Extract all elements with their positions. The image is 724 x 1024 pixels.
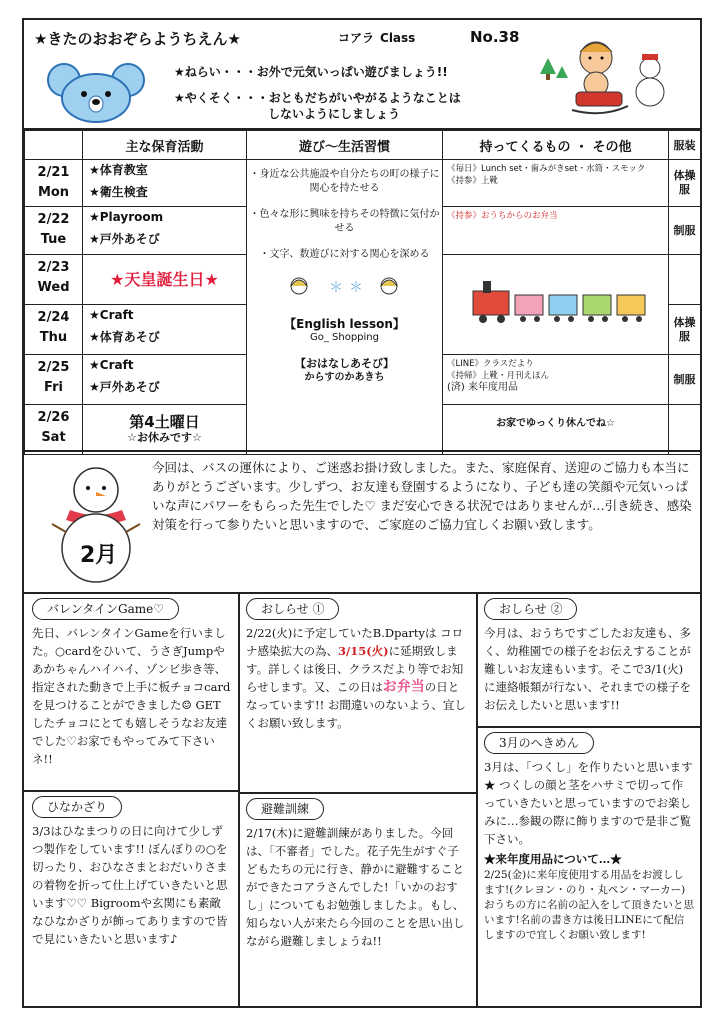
col-blank xyxy=(25,131,83,160)
march-title: 3月のへきめん xyxy=(484,732,594,754)
divider xyxy=(238,792,476,794)
fuku-wed xyxy=(669,255,701,305)
valentine-title: バレンタインGame♡ xyxy=(32,598,179,620)
school-name: ★きたのおおぞらようちえん★ xyxy=(34,30,241,48)
train-illustration-cell xyxy=(443,255,669,355)
date-cell: 2/24 Thu xyxy=(25,305,83,355)
valentine-text: 先日、バレンタインGameを行いました。○cardをひいて、うさぎJumpやあかちゃんハイハイ、ゾンビ歩き等、指定された動きで上手に板チョコcardを見つけることができました☺ GETしたチョコにとても嬉しそうなお友達でした♡お家でもやってみて下さいネ!! xyxy=(32,626,231,766)
english-lesson: 【English lesson】 xyxy=(284,317,405,331)
ohanashi: 【おはなしあそび】 xyxy=(295,357,394,370)
saturday-cell: 第4土曜日 ☆お休みです☆ xyxy=(83,405,247,455)
promise xyxy=(174,90,461,122)
march-text: 3月は、「つくし」を作りたいと思います★ つくしの顔と茎をハサミで切って作っていきたいと思っていますのでお楽しみに…参観の際に飾りますので是非ご覧下さい。 xyxy=(484,760,693,846)
next-year-title: ★来年度用品について…★ xyxy=(484,852,622,866)
bring-tue: 《持参》おうちからのお弁当 xyxy=(443,207,669,255)
fuku-sat xyxy=(669,405,701,455)
class-word: Class xyxy=(380,31,416,45)
drill-title: 避難訓練 xyxy=(246,798,324,820)
activity-cell: ★Playroom ★戸外あそび xyxy=(83,207,247,255)
date-cell: 2/22 Tue xyxy=(25,207,83,255)
koala-icon xyxy=(46,60,146,124)
notice1-section xyxy=(246,598,470,732)
month-badge: 2月 xyxy=(80,543,118,568)
february-text: 今回は、バスの運休により、ご迷惑お掛け致しました。また、家庭保育、送迎のご協力も本当にありがとうございます。少しずつ、お友達も登園するようになり、子ども達の笑顔や元気いっぱいな声にパワーをもらった先生でした♡ まだ安心できる状況ではありませんが…引き続き、感染対策を行って参りたいと思いますので、ご家庭のご協力宜しくお願い致します。 xyxy=(152,460,692,532)
train-icon xyxy=(443,273,663,333)
activity-cell: ★Craft ★体育あそび xyxy=(83,305,247,355)
date-cell: 2/23 Wed xyxy=(25,255,83,305)
life-item-2: ・色々な形に興味を持ちその特徴に気付かせる xyxy=(249,209,440,234)
aim: ★ねらい・・・お外で元気いっぱい遊びましょう!! xyxy=(174,65,448,79)
life-item-3: ・文字、数遊びに対する関心を深める xyxy=(259,249,430,260)
next-year-text: 2/25(金)に来年度使用する用品をお渡しします!(クレヨン・のり・丸ペン・マーカー)おうちの方に名前の記入をして頂きたいと思います!名前の書き方は後日LINEにて配信しますので宜しくお願い致します! xyxy=(484,869,694,941)
date-cell: 2/21 Mon xyxy=(25,160,83,207)
fuku-fri: 制服 xyxy=(669,355,701,405)
notice1-title: おしらせ ① xyxy=(246,598,339,620)
bring-mon: 《毎日》Lunch set・歯みがきset・水筒・スモック 《持参》上靴 xyxy=(443,160,669,207)
children-snow-icon xyxy=(285,274,405,302)
holiday-cell: ★天皇誕生日★ xyxy=(83,255,247,305)
divider xyxy=(238,592,240,1008)
promise-line-1: ★やくそく・・・おともだちがいやがるようなことは xyxy=(174,91,461,105)
drill-section xyxy=(246,798,470,950)
life-item-1: ・身近な公共施設や自分たちの町の様子に関心を持たせる xyxy=(249,169,440,194)
drill-text: 2/17(木)に避難訓練がありました。今回は、「不審者」でした。花子先生がすぐ子どもたちの元に行き、静かに避難することができたコアラさんでした!「いかのおすし」についてもお勉強しましたよ。もし、知らない人が来たら今回のことを思い出しながら避難しましょうね!! xyxy=(246,826,465,948)
divider xyxy=(476,726,700,728)
newsletter-page xyxy=(22,18,702,1008)
class-name xyxy=(332,28,415,46)
life-habits-cell xyxy=(247,160,443,455)
weekly-schedule xyxy=(24,130,701,455)
class-name-jp: コアラ xyxy=(338,31,375,45)
february-message xyxy=(24,450,700,594)
divider xyxy=(476,592,478,1008)
english-sub: Go_ Shopping xyxy=(309,332,379,343)
col-activities: 主な保育活動 xyxy=(83,131,247,160)
col-bring: 持ってくるもの ・ その他 xyxy=(443,131,669,160)
activity-cell: ★Craft ★戸外あそび xyxy=(83,355,247,405)
issue-number: No.38 xyxy=(470,28,520,46)
valentine-section xyxy=(32,598,232,768)
activity-cell: ★体育教室 ★衛生検査 xyxy=(83,160,247,207)
kids-sled-icon xyxy=(532,28,672,120)
notice2-title: おしらせ ② xyxy=(484,598,577,620)
fuku-mon: 体操服 xyxy=(669,160,701,207)
ohanashi-sub: からすのかあきち xyxy=(304,372,385,383)
fuku-thu: 体操服 xyxy=(669,305,701,355)
col-fuku: 服装 xyxy=(669,131,701,160)
hina-text: 3/3はひなまつりの日に向けて少しずつ製作をしています!! ぼんぼりの○を切ったり、おひなさまとおだいりさまの着物を折って仕上げていきたいと思います♡♡ Bigroomや玄関にも素敵なひなかざりが飾ってありますので皆で見にいきたいと思います♪ xyxy=(32,824,228,946)
bring-fri: 《LINE》クラスだより 《持帰》上靴・月刊えほん (済) 来年度用品 xyxy=(443,355,669,405)
promise-line-2: しないようにしましょう xyxy=(268,107,401,121)
hina-section xyxy=(32,796,232,948)
fuku-tue: 制服 xyxy=(669,207,701,255)
notice2-section xyxy=(484,598,694,714)
divider xyxy=(24,790,238,792)
bring-sat: お家でゆっくり休んでね☆ xyxy=(443,405,669,455)
header xyxy=(24,20,700,130)
hina-title: ひなかざり xyxy=(32,796,122,818)
notice1-text: 2/22(火)に予定していたB.Dpartyは コロナ感染拡大の為、3/15(火)に延期致します。詳しくは後日、クラスだより等でお知らせします。又、この日はお弁当の日となっています!! お間違いのないよう、宜しくお願い致します。 xyxy=(246,626,466,730)
svg-text:＊: ＊ xyxy=(328,280,343,296)
col-life: 遊び～生活習慣 xyxy=(247,131,443,160)
svg-text:＊: ＊ xyxy=(348,280,363,296)
date-cell: 2/25 Fri xyxy=(25,355,83,405)
notice2-text: 今月は、おうちですごしたお友達も、多く、幼稚園での様子をお伝えすることが難しいお友達もいます。そこで3/1(火)に連絡帳類が行ない、それまでの様子をお伝えしたいと思います!! xyxy=(484,626,691,712)
date-cell: 2/26 Sat xyxy=(25,405,83,455)
march-wall-section xyxy=(484,732,694,943)
